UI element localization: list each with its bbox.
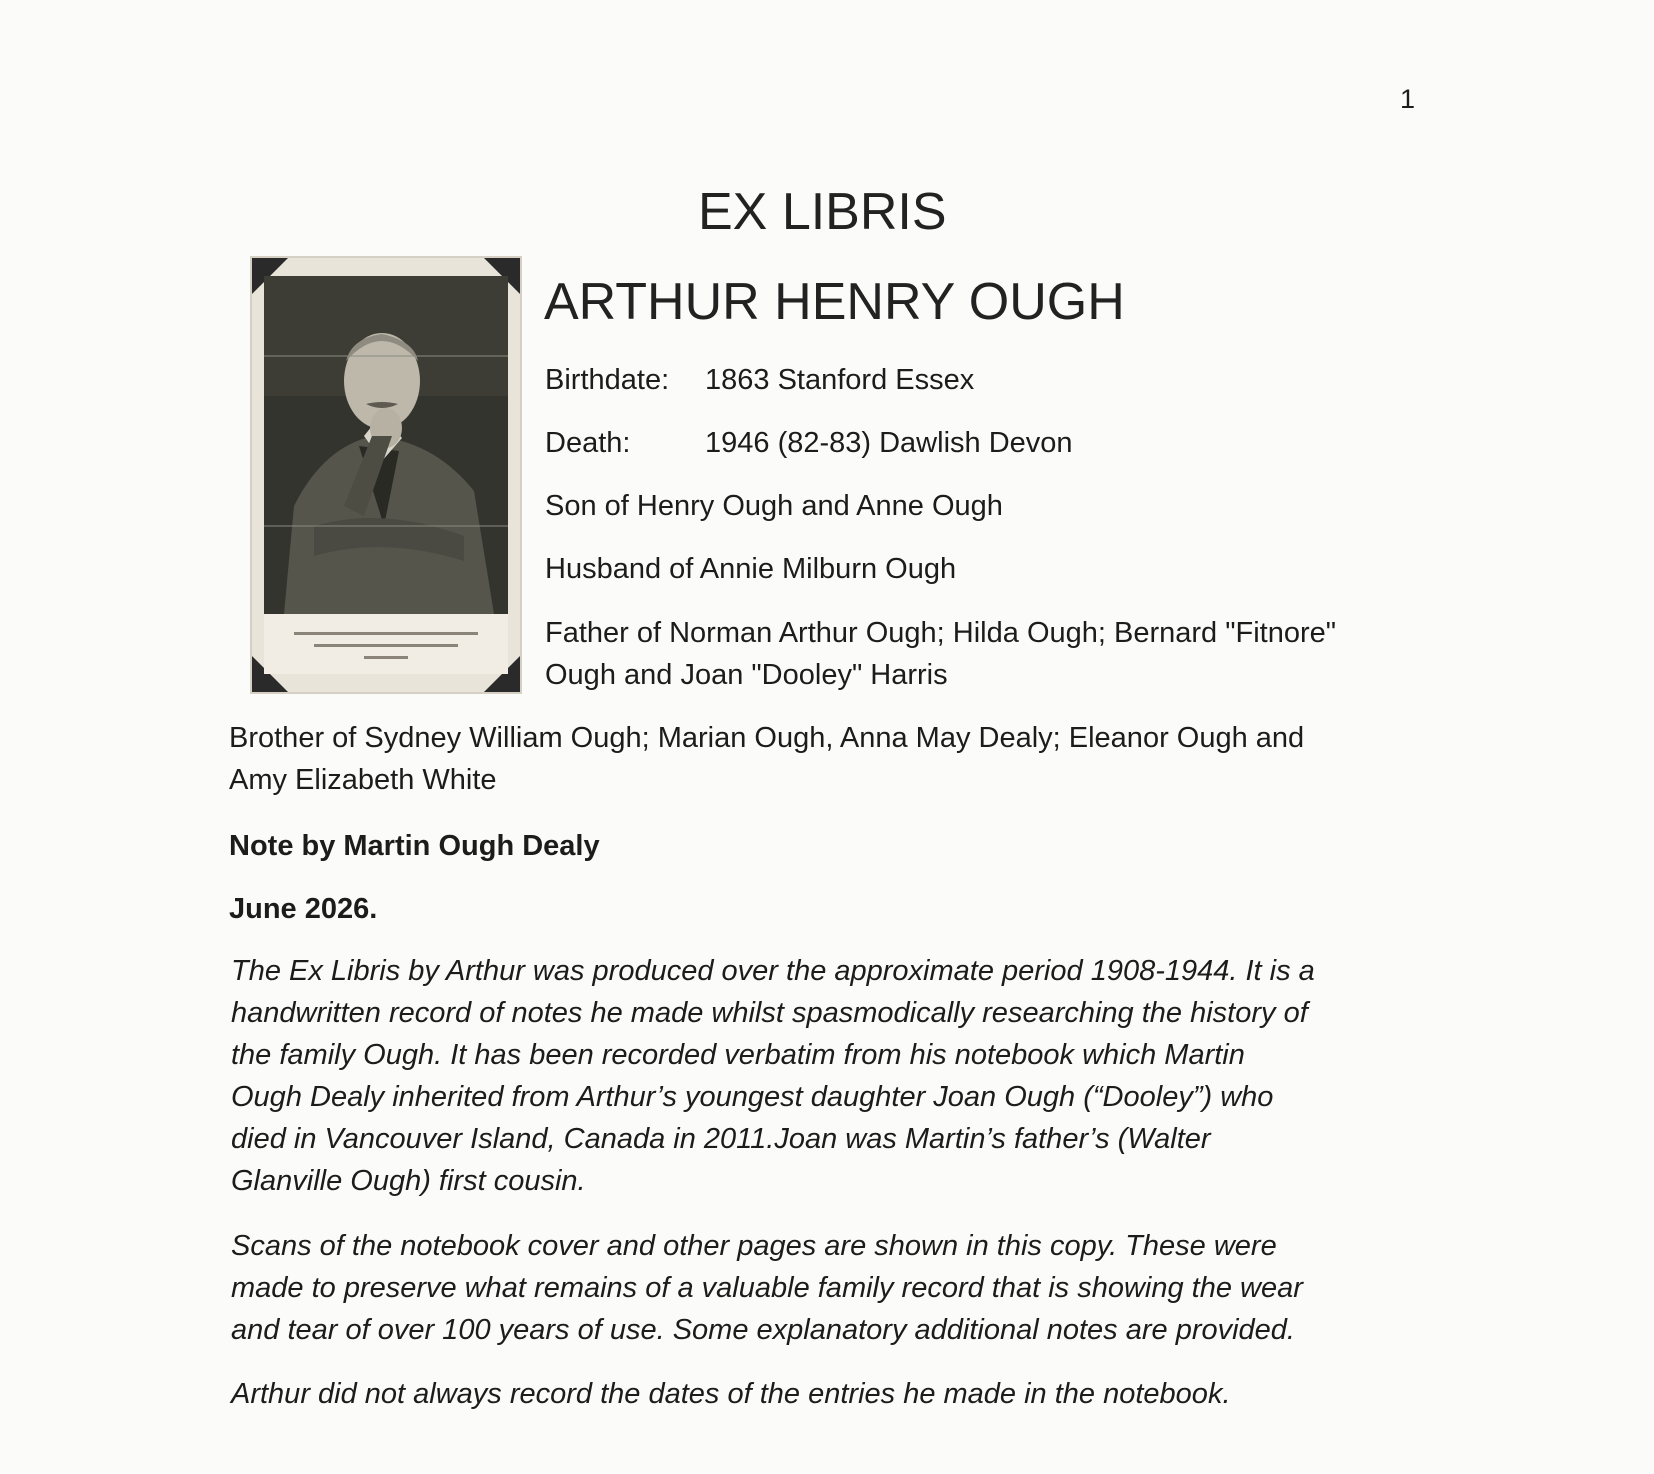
brother-of-line-2: Amy Elizabeth White bbox=[229, 764, 497, 796]
birthdate-row bbox=[545, 364, 974, 397]
paragraph-line: and tear of over 100 years of use. Some explanatory additional notes are provided. bbox=[231, 1314, 1295, 1346]
paragraph-line: handwritten record of notes he made whilst spasmodically researching the history of bbox=[231, 997, 1308, 1029]
paragraph-1 bbox=[231, 950, 1431, 1202]
father-of-line-1: Father of Norman Arthur Ough; Hilda Ough; Bernard "Fitnore" bbox=[545, 617, 1337, 649]
paragraph-line: Arthur did not always record the dates of the entries he made in the notebook. bbox=[231, 1378, 1231, 1410]
document-title: EX LIBRIS bbox=[698, 183, 947, 241]
note-by-heading: Note by Martin Ough Dealy bbox=[229, 830, 600, 862]
photo-years-line bbox=[364, 656, 408, 659]
birthdate-label: Birthdate: bbox=[545, 364, 670, 396]
page-number: 1 bbox=[1400, 84, 1416, 114]
father-of-line-2: Ough and Joan "Dooley" Harris bbox=[545, 659, 948, 691]
paragraph-line: Ough Dealy inherited from Arthur’s youngest daughter Joan Ough (“Dooley”) who bbox=[231, 1081, 1274, 1113]
portrait-photo bbox=[252, 258, 520, 692]
paragraph-line: made to preserve what remains of a valuable family record that is showing the wear bbox=[231, 1272, 1303, 1304]
photo-caption-area bbox=[264, 614, 508, 674]
birthdate-value: 1863 Stanford Essex bbox=[705, 364, 975, 396]
portrait-image bbox=[264, 276, 508, 614]
photo-subcaption-line bbox=[314, 644, 458, 647]
person-name: ARTHUR HENRY OUGH bbox=[544, 273, 1125, 331]
husband-of-text: Husband of Annie Milburn Ough bbox=[545, 553, 957, 585]
paragraph-line: the family Ough. It has been recorded verbatim from his notebook which Martin bbox=[231, 1039, 1245, 1071]
paragraph-line: The Ex Libris by Arthur was produced over the approximate period 1908-1944. It is a bbox=[231, 955, 1315, 987]
paragraph-2 bbox=[231, 1225, 1431, 1351]
note-date: June 2026. bbox=[229, 893, 378, 925]
paragraph-line: Glanville Ough) first cousin. bbox=[231, 1165, 586, 1197]
paragraph-line: died in Vancouver Island, Canada in 2011.Joan was Martin’s father’s (Walter bbox=[231, 1123, 1211, 1155]
paragraph-line: Scans of the notebook cover and other pages are shown in this copy. These were bbox=[231, 1230, 1277, 1262]
death-label: Death: bbox=[545, 427, 631, 459]
son-of-text: Son of Henry Ough and Anne Ough bbox=[545, 490, 1003, 522]
portrait-figure bbox=[264, 276, 508, 614]
death-row bbox=[545, 427, 1073, 460]
photo-caption-line bbox=[294, 632, 478, 635]
brother-of-line-1: Brother of Sydney William Ough; Marian Ough, Anna May Dealy; Eleanor Ough and bbox=[229, 722, 1305, 754]
paragraph-3 bbox=[231, 1373, 1431, 1415]
death-value: 1946 (82-83) Dawlish Devon bbox=[705, 427, 1073, 459]
